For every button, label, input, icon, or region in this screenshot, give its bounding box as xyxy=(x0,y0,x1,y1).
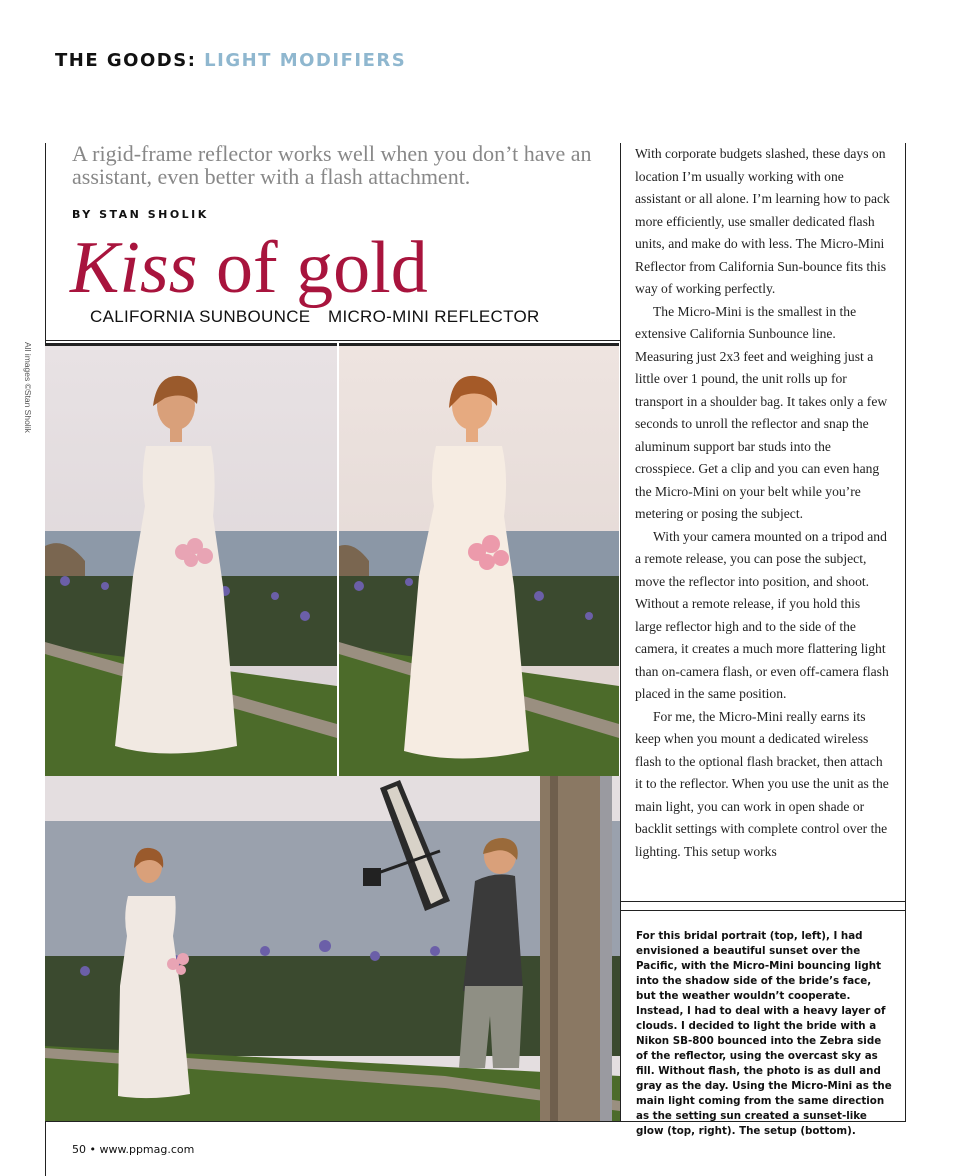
body-paragraph-3: With your camera mounted on a tripod and a remote release, you can pose the subject, move the reflector into position, and shoot. Without a remote release, if you hold this large reflector high and to the side of the camera, it creates a much more flattering light than on-camera flash, or even off-camera flash placed in the same position. xyxy=(635,528,889,701)
section-header xyxy=(55,50,406,71)
photo-caption: For this bridal portrait (top, left), I had envisioned a beautiful sunset over the Pacific, with the Micro-Mini bouncing light into the shadow side of the bride’s face, but the weather wouldn’t cooperate. Instead, I had to deal with a heavy layer of clouds. I decided to light the bride with a Nikon SB-800 bounced into the Zebra side of the reflector, using the overcast sky as fill. Without flash, the photo is as dull and gray as the day. Using the Micro-Mini as the main light coming from the same direction as the setting sun created a sunset-like glow (top, right). The setup (bottom). xyxy=(636,930,892,1137)
page-folio: 50 • www.ppmag.com xyxy=(72,1143,195,1156)
body-paragraph-1: With corporate budgets slashed, these days on location I’m usually working with one assistant or all alone. I’m learning how to pack more efficiently, use smaller dedicated flash units, and make do with less. The Micro-Mini Reflector from California Sun-bounce fits this way of working perfectly. xyxy=(635,146,890,296)
subtitle-brand: CALIFORNIA SUNBOUNCE xyxy=(90,307,311,326)
byline: BY STAN SHOLIK xyxy=(72,208,209,221)
column-rule-upper xyxy=(620,143,621,910)
caption-box-right-rule xyxy=(905,910,906,1122)
article-deck: A rigid-frame reflector works well when you don’t have an assistant, even better with a flash attachment. xyxy=(72,141,592,189)
caption-box-top-rule xyxy=(620,901,906,902)
photo-credit-text: All images ©Stan Sholik xyxy=(23,342,33,433)
subtitle-product: MICRO-MINI REFLECTOR xyxy=(328,307,540,326)
section-topic: LIGHT MODIFIERS xyxy=(204,50,407,71)
right-rule-upper xyxy=(905,143,906,910)
body-paragraph-4: For me, the Micro-Mini really earns its keep when you mount a dedicated wireless flash to the optional flash bracket, then attach it to the reflector. When you use the unit as the main light, you can work in open shade or backlit settings with complete control over the lighting. This setup works xyxy=(635,708,889,859)
title-rule xyxy=(45,340,620,341)
article-title xyxy=(70,228,428,308)
title-rest: of gold xyxy=(197,227,428,309)
title-italic-word: Kiss xyxy=(70,227,198,309)
section-label: THE GOODS: xyxy=(55,50,197,71)
photo-setup xyxy=(45,776,620,1121)
photo-bride-without-flash xyxy=(45,343,337,778)
photo-bride-with-reflector xyxy=(339,343,619,778)
photo-credit xyxy=(18,342,36,442)
caption-box-left-rule xyxy=(620,910,621,1122)
caption-box-top-rule-2 xyxy=(620,910,906,911)
body-paragraph-2: The Micro-Mini is the smallest in the extensive California Sunbounce line. Measuring just 2x3 feet and weighing just a little over 1 pound, the unit rolls up for transport in a shoulder bag. It takes only a few seconds to unroll the reflector and snap the aluminum support bar studs into the crosspiece. Get a clip and you can even hang the Micro-Mini on your belt while you’re metering or posing the subject. xyxy=(635,303,888,521)
article-body xyxy=(635,143,890,863)
